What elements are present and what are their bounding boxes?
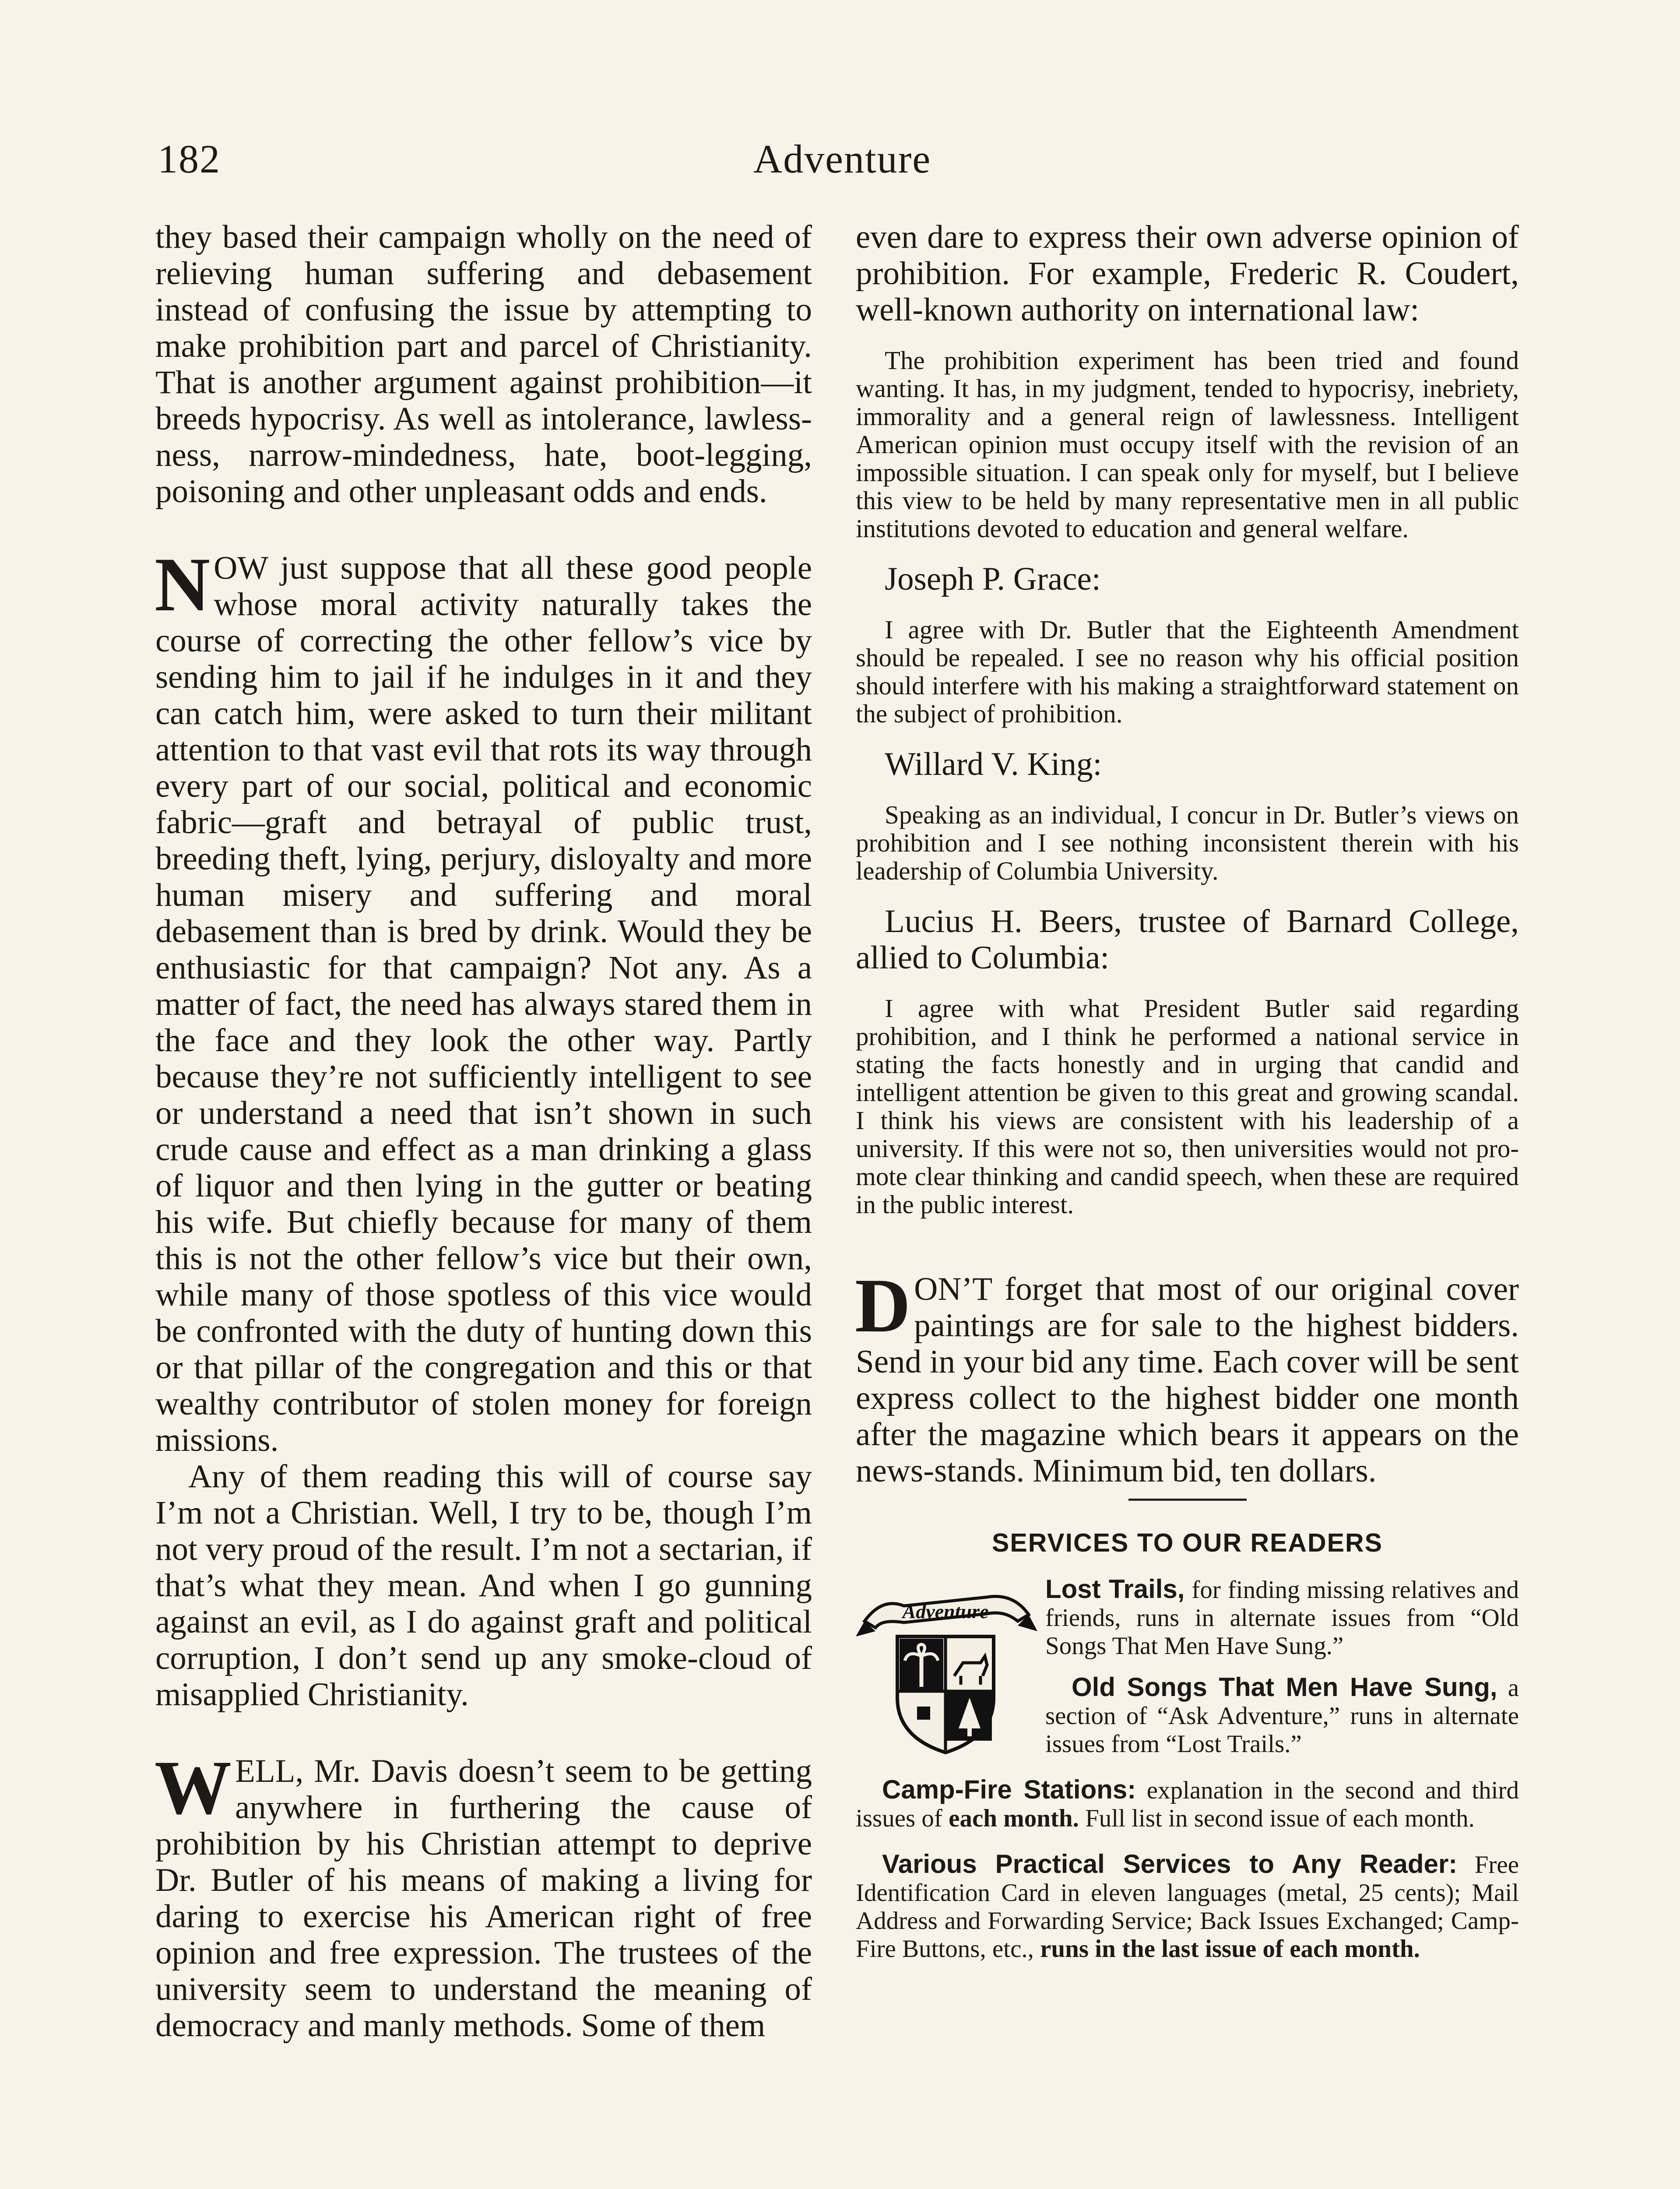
paragraph: they based their campaign wholly on the need of relieving human suffering and debasement instead of confusing the issue by attempting to make prohibition part and parcel of Christianity. That is another argument against prohibition—it breeds hypocrisy. As well as intolerance, lawlessness, narrow-mindedness, hate, boot-legging, poisoning and other unpleasant odds and ends. (155, 219, 812, 510)
page-header (158, 127, 1527, 193)
drop-cap: D (855, 1263, 911, 1348)
left-column (155, 219, 812, 2044)
divider-rule (1128, 1499, 1247, 1501)
service-name: Old Songs That Men Have Sung, (1072, 1672, 1497, 1702)
quote-grace: I agree with Dr. Butler that the Eighteenth Amendment should be repealed. I see no reason why his official position should interfere with his making a straightforward statement on the subject of prohibition. (856, 615, 1519, 728)
paragraph-text: ON’T forget that most of our original cover paintings are for sale to the highest bidders. Send in your bid any time. Each cover will be sent express collect to the highest bidder one month after the magazine which bears it appears on the news-stands. Minimum bid, ten dollars. (856, 1271, 1519, 1489)
service-text-emphasis: runs in the last issue of each month. (1040, 1935, 1420, 1963)
service-name: Camp-Fire Stations: (882, 1775, 1136, 1804)
service-text: a section of “Ask Adventure,” runs in alternate issues from “Lost Trails.” (1045, 1674, 1519, 1758)
service-campfire (856, 1776, 1519, 1833)
speaker-name: Willard V. King: (885, 746, 1102, 782)
service-name: Lost Trails, (1045, 1574, 1185, 1604)
service-name: Various Practical Services to Any Reader: (882, 1849, 1458, 1879)
quote-coudert: The prohibition experiment has been tried and found wanting. It has, in my judgment, tended to hypocrisy, inebriety, immorality and a general reign of lawlessness. Intelligent American opinion must occupy itself with the revision of an impossible situation. I can speak only for myself, but I believe this view to be held by many representative men in all public institutions devoted to education and general welfare. (856, 346, 1519, 543)
cover-notice (855, 1263, 1519, 1489)
crest-banner-text: Adventure (902, 1600, 989, 1622)
speaker-name: Joseph P. Grace: (885, 561, 1101, 597)
paragraph-text: OW just suppose that all these good people whose moral activity naturally takes the course of correcting the other fellow’s vice by sending him to jail if he indulges in it and they can catch him, were asked to turn their militant attention to that vast evil that rots its way through every part of our social, political and economic fabric—graft and betrayal of public trust, breeding theft, lying, perjury, disloyalty and more human misery and suffering and moral debasement than is bred by drink. Would they be enthusiastic for that campaign? Not any. As a matter of fact, the need has always stared them in the face and they look the other way. Partly because they’re not sufficiently intelligent to see or understand a need that isn’t shown in such crude cause and effect as a man drinking a glass of liquor and then lying in the gutter or beating his wife. But chiefly because for many of them this is not the other fellow’s vice but their own, while many of those spotless of this vice would be confronted with the duty of hunting down this or that pillar of the congregation and this or that wealthy contributor of stolen money for foreign missions. (155, 550, 812, 1458)
service-text: Full list in second issue of each month. (1085, 1805, 1475, 1832)
adventure-crest-icon (856, 1580, 1037, 1755)
service-text: for finding missing relatives and friends, runs in alternate issues from “Old Songs That Men Have Sung.” (1045, 1576, 1519, 1660)
service-text: explanation in the second and third issues of (856, 1777, 1519, 1832)
service-text-emphasis: each month. (949, 1805, 1079, 1832)
right-column (856, 219, 1519, 1963)
paragraph: Any of them reading this will of course say I’m not a Christian. Well, I try to be, though I’m not very proud of the result. I’m not a sectarian, if that’s what they mean. And when I go gunning against an evil, as I do against graft and political corruption, I don’t send up any smoke-cloud of misapplied Christianity. (155, 1458, 812, 1713)
drop-cap: N (155, 542, 211, 627)
services-heading: SERVICES TO OUR READERS (992, 1528, 1383, 1557)
speaker-name: Lucius H. Beers, trustee of Barnard College, allied to Columbia: (856, 903, 1519, 976)
drop-cap: W (155, 1745, 232, 1830)
paragraph: even dare to express their own adverse opinion of prohibition. For example, Frederic R. Coudert, well-known authority on international law: (856, 219, 1519, 328)
dropcap-paragraph (155, 1745, 812, 2044)
quote-king: Speaking as an individual, I concur in Dr. Butler’s views on prohibition and I see nothing inconsistent therein with his leadership of Columbia University. (856, 800, 1519, 885)
dropcap-paragraph (155, 542, 812, 1458)
quote-beers: I agree with what President Butler said regarding prohibition, and I think he performed a national service in stating the facts honestly and in urging that candid and intelligent attention be given to this great and growing scandal. I think his views are consistent with his leadership of a university. If this were not so, then universities would not promote clear thinking and candid speech, when these are required in the public interest. (856, 994, 1519, 1219)
service-text: Free Identification Card in eleven languages (metal, 25 cents); Mail Address and Forwarding Service; Back Issues Exchanged; Camp-Fire Buttons, etc., (856, 1851, 1519, 1963)
paragraph-text: ELL, Mr. Davis doesn’t seem to be getting anywhere in furthering the cause of prohibition by his Christian attempt to deprive Dr. Butler of his means of making a living for daring to exercise his American right of free opinion and free expression. The trustees of the university seem to understand the meaning of democracy and manly methods. Some of them (155, 1753, 812, 2044)
service-various (856, 1850, 1519, 1963)
services-section (856, 1575, 1519, 1963)
magazine-title: Adventure (753, 137, 931, 181)
page-number: 182 (158, 137, 221, 181)
